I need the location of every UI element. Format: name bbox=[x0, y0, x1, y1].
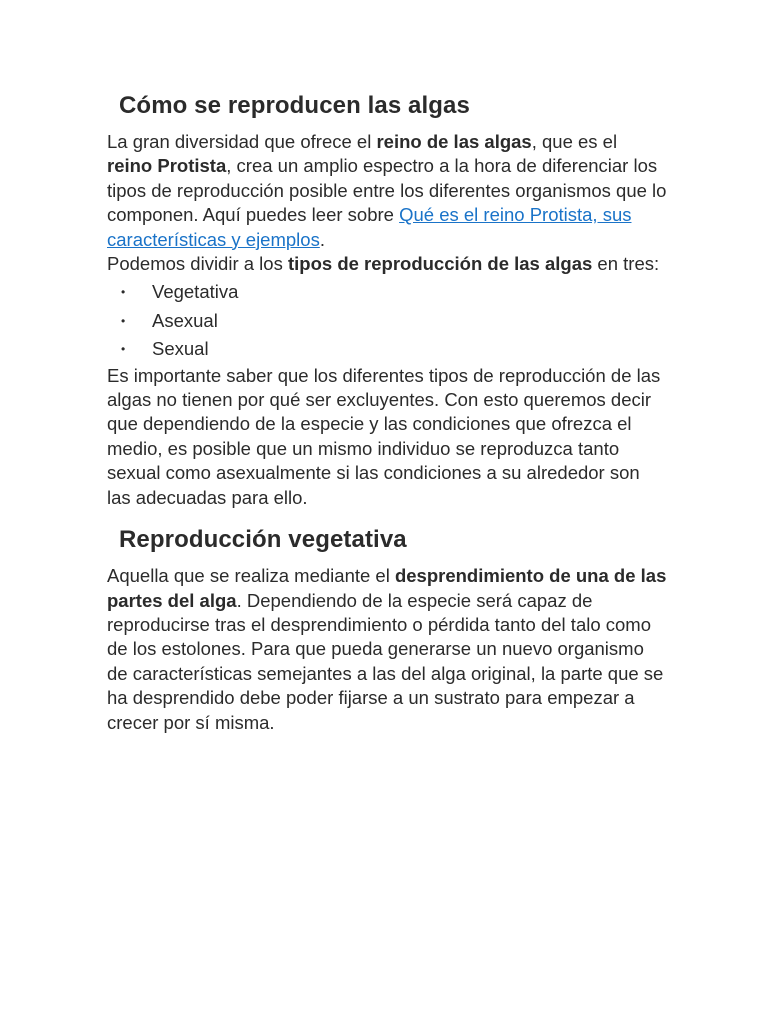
intro-text-6: en tres: bbox=[592, 253, 660, 275]
bullet-icon: • bbox=[121, 342, 126, 357]
intro-text-3: , crea un amplio espectro a la hora de diferenciar los tipos de reproducción posible entre los diferentes organismos que lo componen. Aquí puedes leer sobre bbox=[107, 155, 667, 226]
vegetative-paragraph bbox=[107, 564, 667, 735]
bold-reino-protista: reino Protista bbox=[107, 155, 227, 177]
intro-text-4: . bbox=[319, 228, 325, 250]
bold-desprendimiento: desprendimiento de una de las partes del alga bbox=[107, 565, 667, 611]
list-item bbox=[121, 278, 667, 306]
protista-link[interactable]: Qué es el reino Protista, sus características y ejemplos bbox=[107, 204, 632, 250]
bullet-icon: • bbox=[121, 313, 126, 328]
bold-tipos-reproduccion: tipos de reproducción de las algas bbox=[287, 253, 593, 275]
vegetative-text-2: . Dependiendo de la especie será capaz de reproducirse tras el desprendimiento o pérdida tanto del talo como de los estolones. Para que pueda generarse un nuevo organismo de características semejantes a las del alga original, la parte que se ha desprendido debe poder fijarse a un sustrato para empezar a crecer por sí misma. bbox=[107, 589, 664, 733]
section-heading-reproduction: Cómo se reproducen las algas bbox=[119, 92, 470, 119]
bullet-icon: • bbox=[121, 285, 126, 300]
section-heading-vegetative: Reproducción vegetativa bbox=[119, 526, 407, 554]
article-content bbox=[107, 88, 667, 735]
list-item bbox=[121, 307, 667, 335]
list-item-label: Sexual bbox=[152, 338, 209, 360]
intro-paragraph bbox=[107, 130, 667, 276]
vegetative-text-1: Aquella que se realiza mediante el bbox=[107, 565, 395, 587]
intro-text-5: Podemos dividir a los bbox=[107, 253, 288, 275]
exclusivity-paragraph: Es importante saber que los diferentes tipos de reproducción de las algas no tienen por qué ser excluyentes. Con esto queremos decir que dependiendo de la especie y las condiciones que ofrezca el medio, es posible que un mismo individuo se reproduzca tanto sexual como asexualmente si las condiciones a su alrededor son las adecuadas para ello. bbox=[107, 364, 661, 508]
bold-reino-algas: reino de las algas bbox=[376, 131, 532, 152]
intro-text-2: , que es el bbox=[531, 131, 618, 152]
intro-text-1: La gran diversidad que ofrece el bbox=[107, 131, 377, 152]
list-item-label: Vegetativa bbox=[152, 281, 239, 303]
list-item-label: Asexual bbox=[152, 309, 218, 331]
reproduction-types-list bbox=[107, 278, 667, 363]
list-item bbox=[121, 335, 667, 363]
